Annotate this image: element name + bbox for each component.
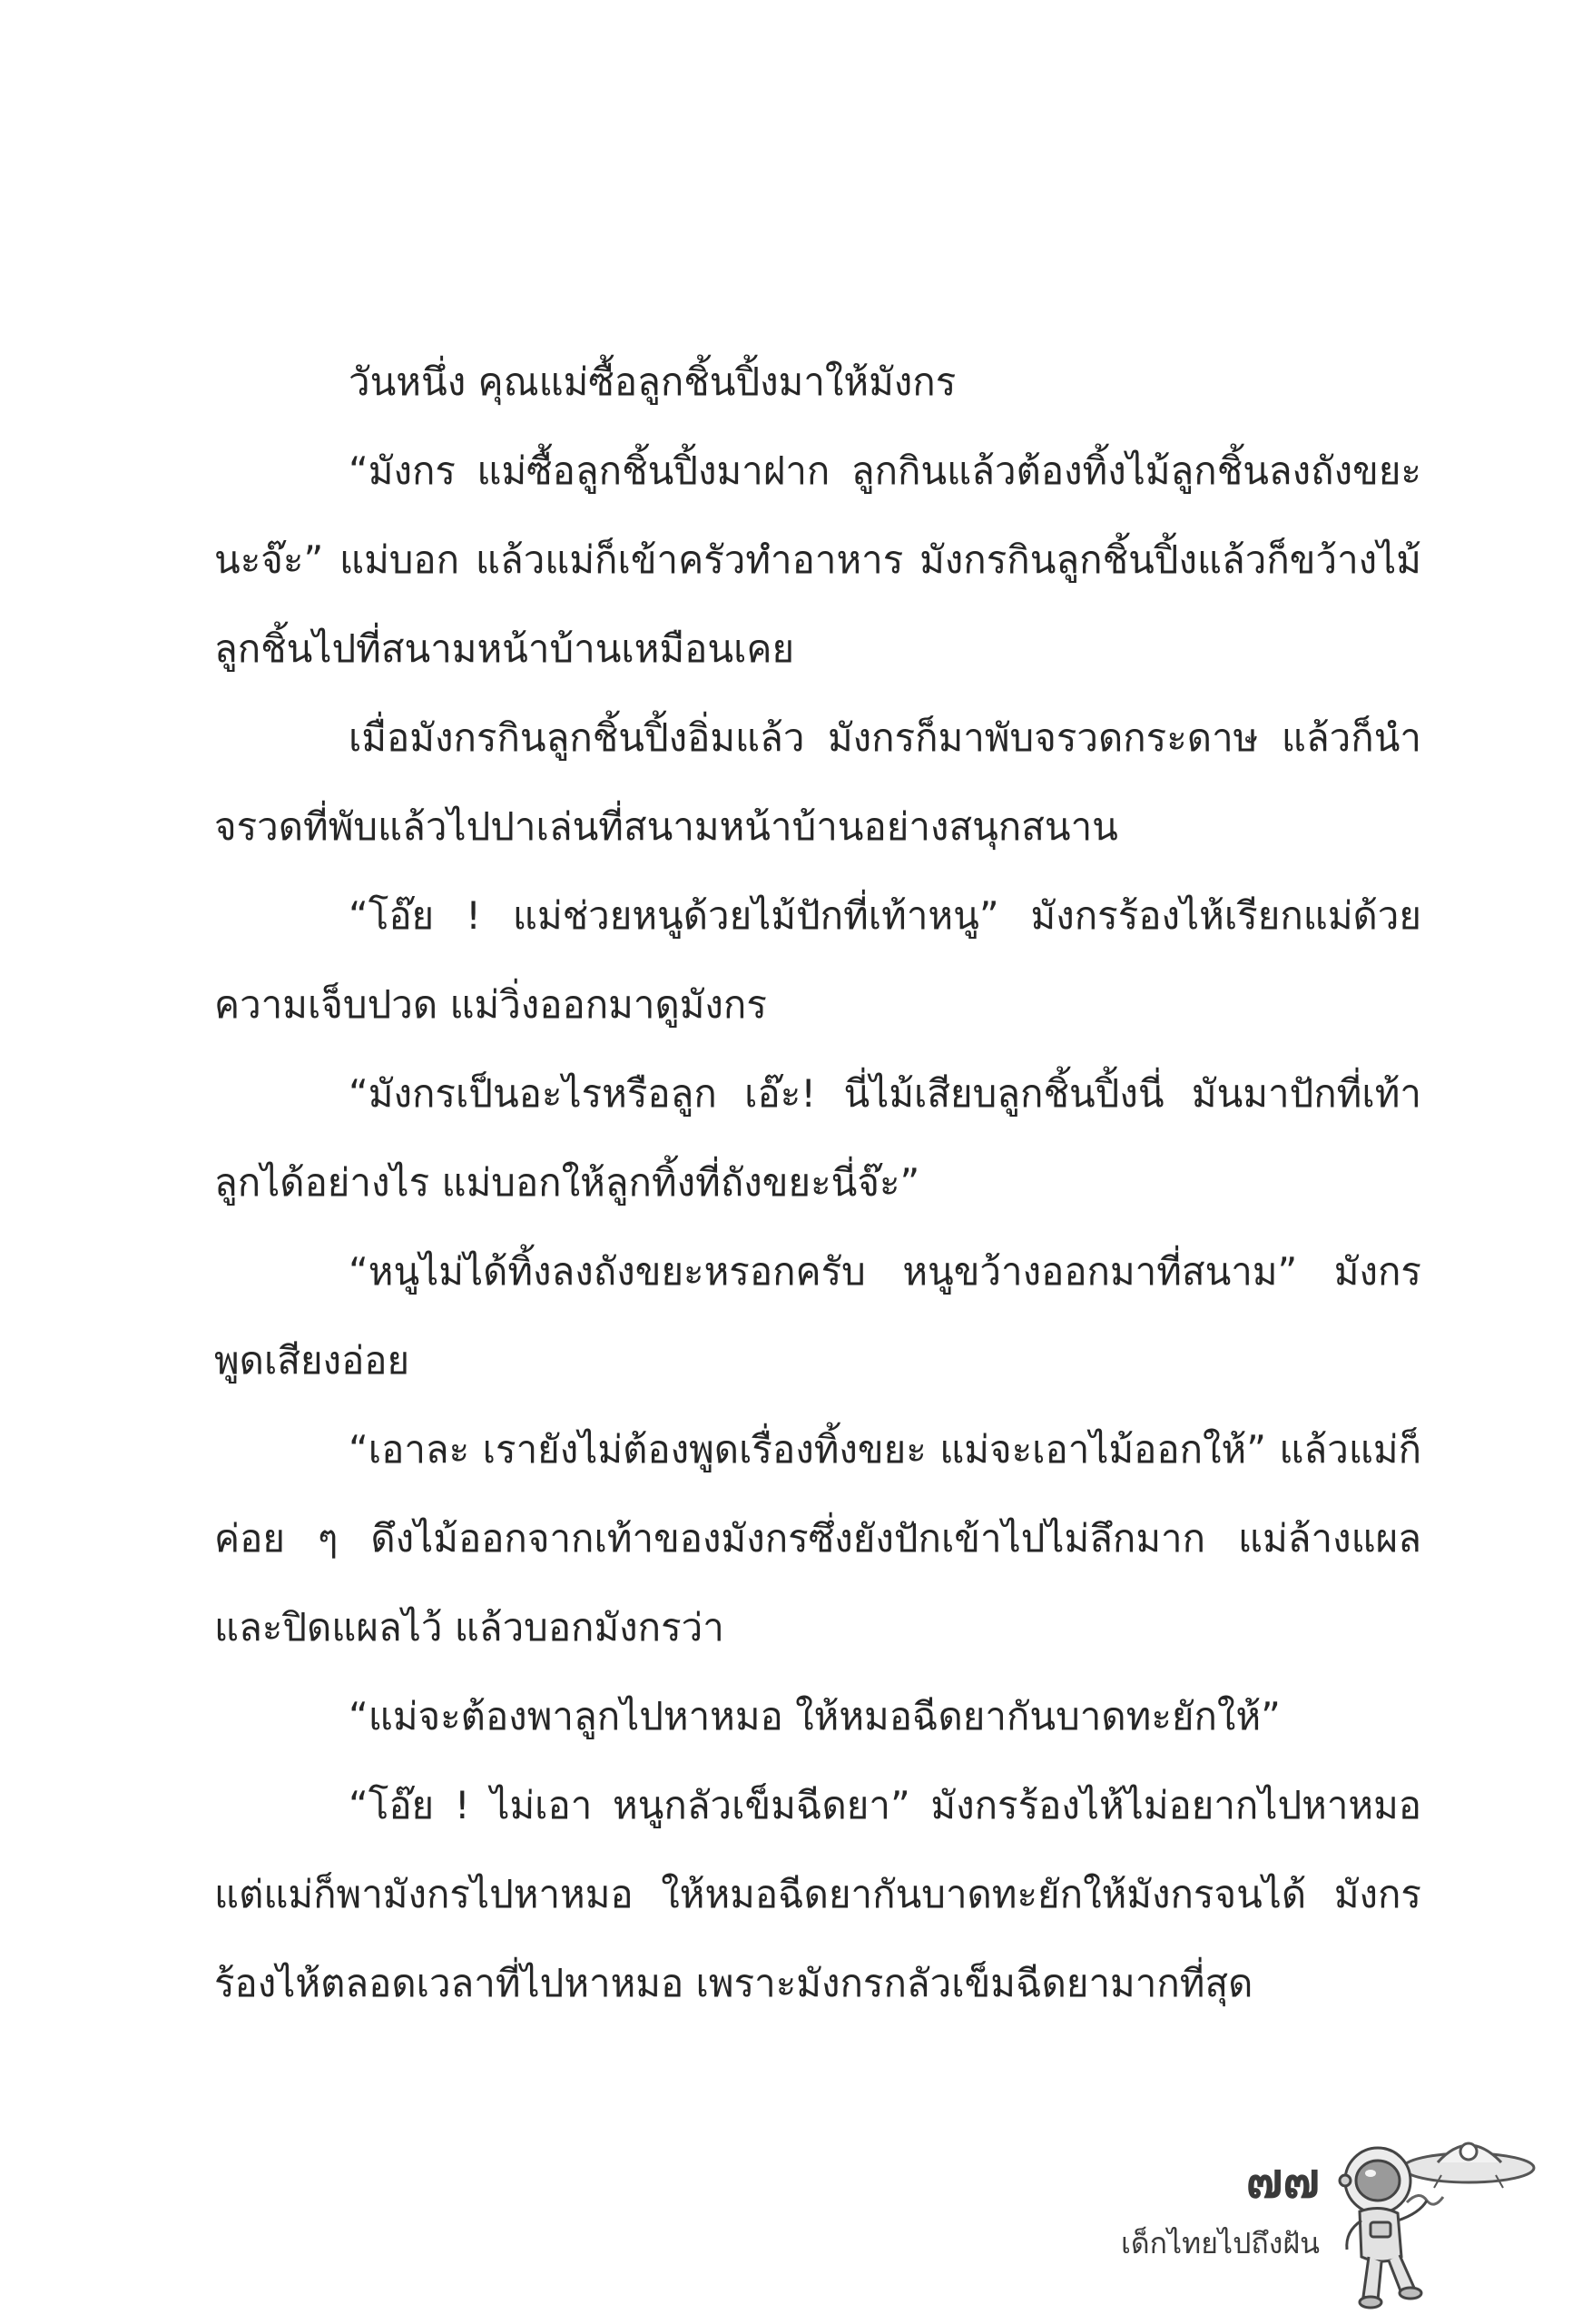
paragraph-4: “โอ๊ย ! แม่ช่วยหนูด้วยไม้ปักที่เท้าหนู” มังกรร้องไห้เรียกแม่ด้วยความเจ็บปวด แม่วิ่งออกมาดูมังกร [214, 893, 1421, 1027]
paragraph-2: “มังกร แม่ซื้อลูกชิ้นปิ้งมาฝาก ลูกกินแล้วต้องทิ้งไม้ลูกชิ้นลงถังขยะนะจ๊ะ” แม่บอก แล้วแม่ก็เข้าครัวทำอาหาร มังกรกินลูกชิ้นปิ้งแล้วก็ขว้างไม้ลูกชิ้นไปที่สนามหน้าบ้านเหมือนเคย [214, 448, 1421, 671]
page-number: ๗๗ [1245, 2152, 1320, 2209]
paragraph-8: “แม่จะต้องพาลูกไปหาหมอ ให้หมอฉีดยากันบาดทะยักให้” [349, 1694, 1281, 1738]
paragraph-3: เมื่อมังกรกินลูกชิ้นปิ้งอิ่มแล้ว มังกรก็มาพับจรวดกระดาษ แล้วก็นำจรวดที่พับแล้วไปปาเล่นที่สนามหน้าบ้านอย่างสนุกสนาน [214, 715, 1421, 849]
paragraph-1: วันหนึ่ง คุณแม่ซื้อลูกชิ้นปิ้งมาให้มังกร [349, 359, 957, 404]
paragraph-6: “หนูไม่ได้ทิ้งลงถังขยะหรอกครับ หนูขว้างออกมาที่สนาม” มังกรพูดเสียงอ่อย [214, 1249, 1421, 1383]
astronaut-ufo-illustration-icon [1332, 2115, 1543, 2315]
paragraph-9: “โอ๊ย ! ไม่เอา หนูกลัวเข็มฉีดยา” มังกรร้องไห้ไม่อยากไปหาหมอ แต่แม่ก็พามังกรไปหาหมอ ให้หมอฉีดยากันบาดทะยักให้มังกรจนได้ มังกรร้องไห้ตลอดเวลาที่ไปหาหมอ เพราะมังกรกลัวเข็มฉีดยามากที่สุด [214, 1783, 1421, 2005]
paragraph-5: “มังกรเป็นอะไรหรือลูก เอ๊ะ! นี่ไม้เสียบลูกชิ้นปิ้งนี่ มันมาปักที่เท้าลูกได้อย่างไร แม่บอกให้ลูกทิ้งที่ถังขยะนี่จ๊ะ” [214, 1071, 1421, 1205]
story-body [214, 338, 1421, 2028]
paragraph-7: “เอาละ เรายังไม่ต้องพูดเรื่องทิ้งขยะ แม่จะเอาไม้ออกให้” แล้วแม่ก็ค่อย ๆ ดึงไม้ออกจากเท้าของมังกรซึ่งยังปักเข้าไปไม่ลึกมาก แม่ล้างแผลและปิดแผลไว้ แล้วบอกมังกรว่า [214, 1427, 1421, 1649]
page-footer [1120, 2152, 1320, 2260]
book-title: เด็กไทยไปถึงฝัน [1120, 2226, 1320, 2260]
